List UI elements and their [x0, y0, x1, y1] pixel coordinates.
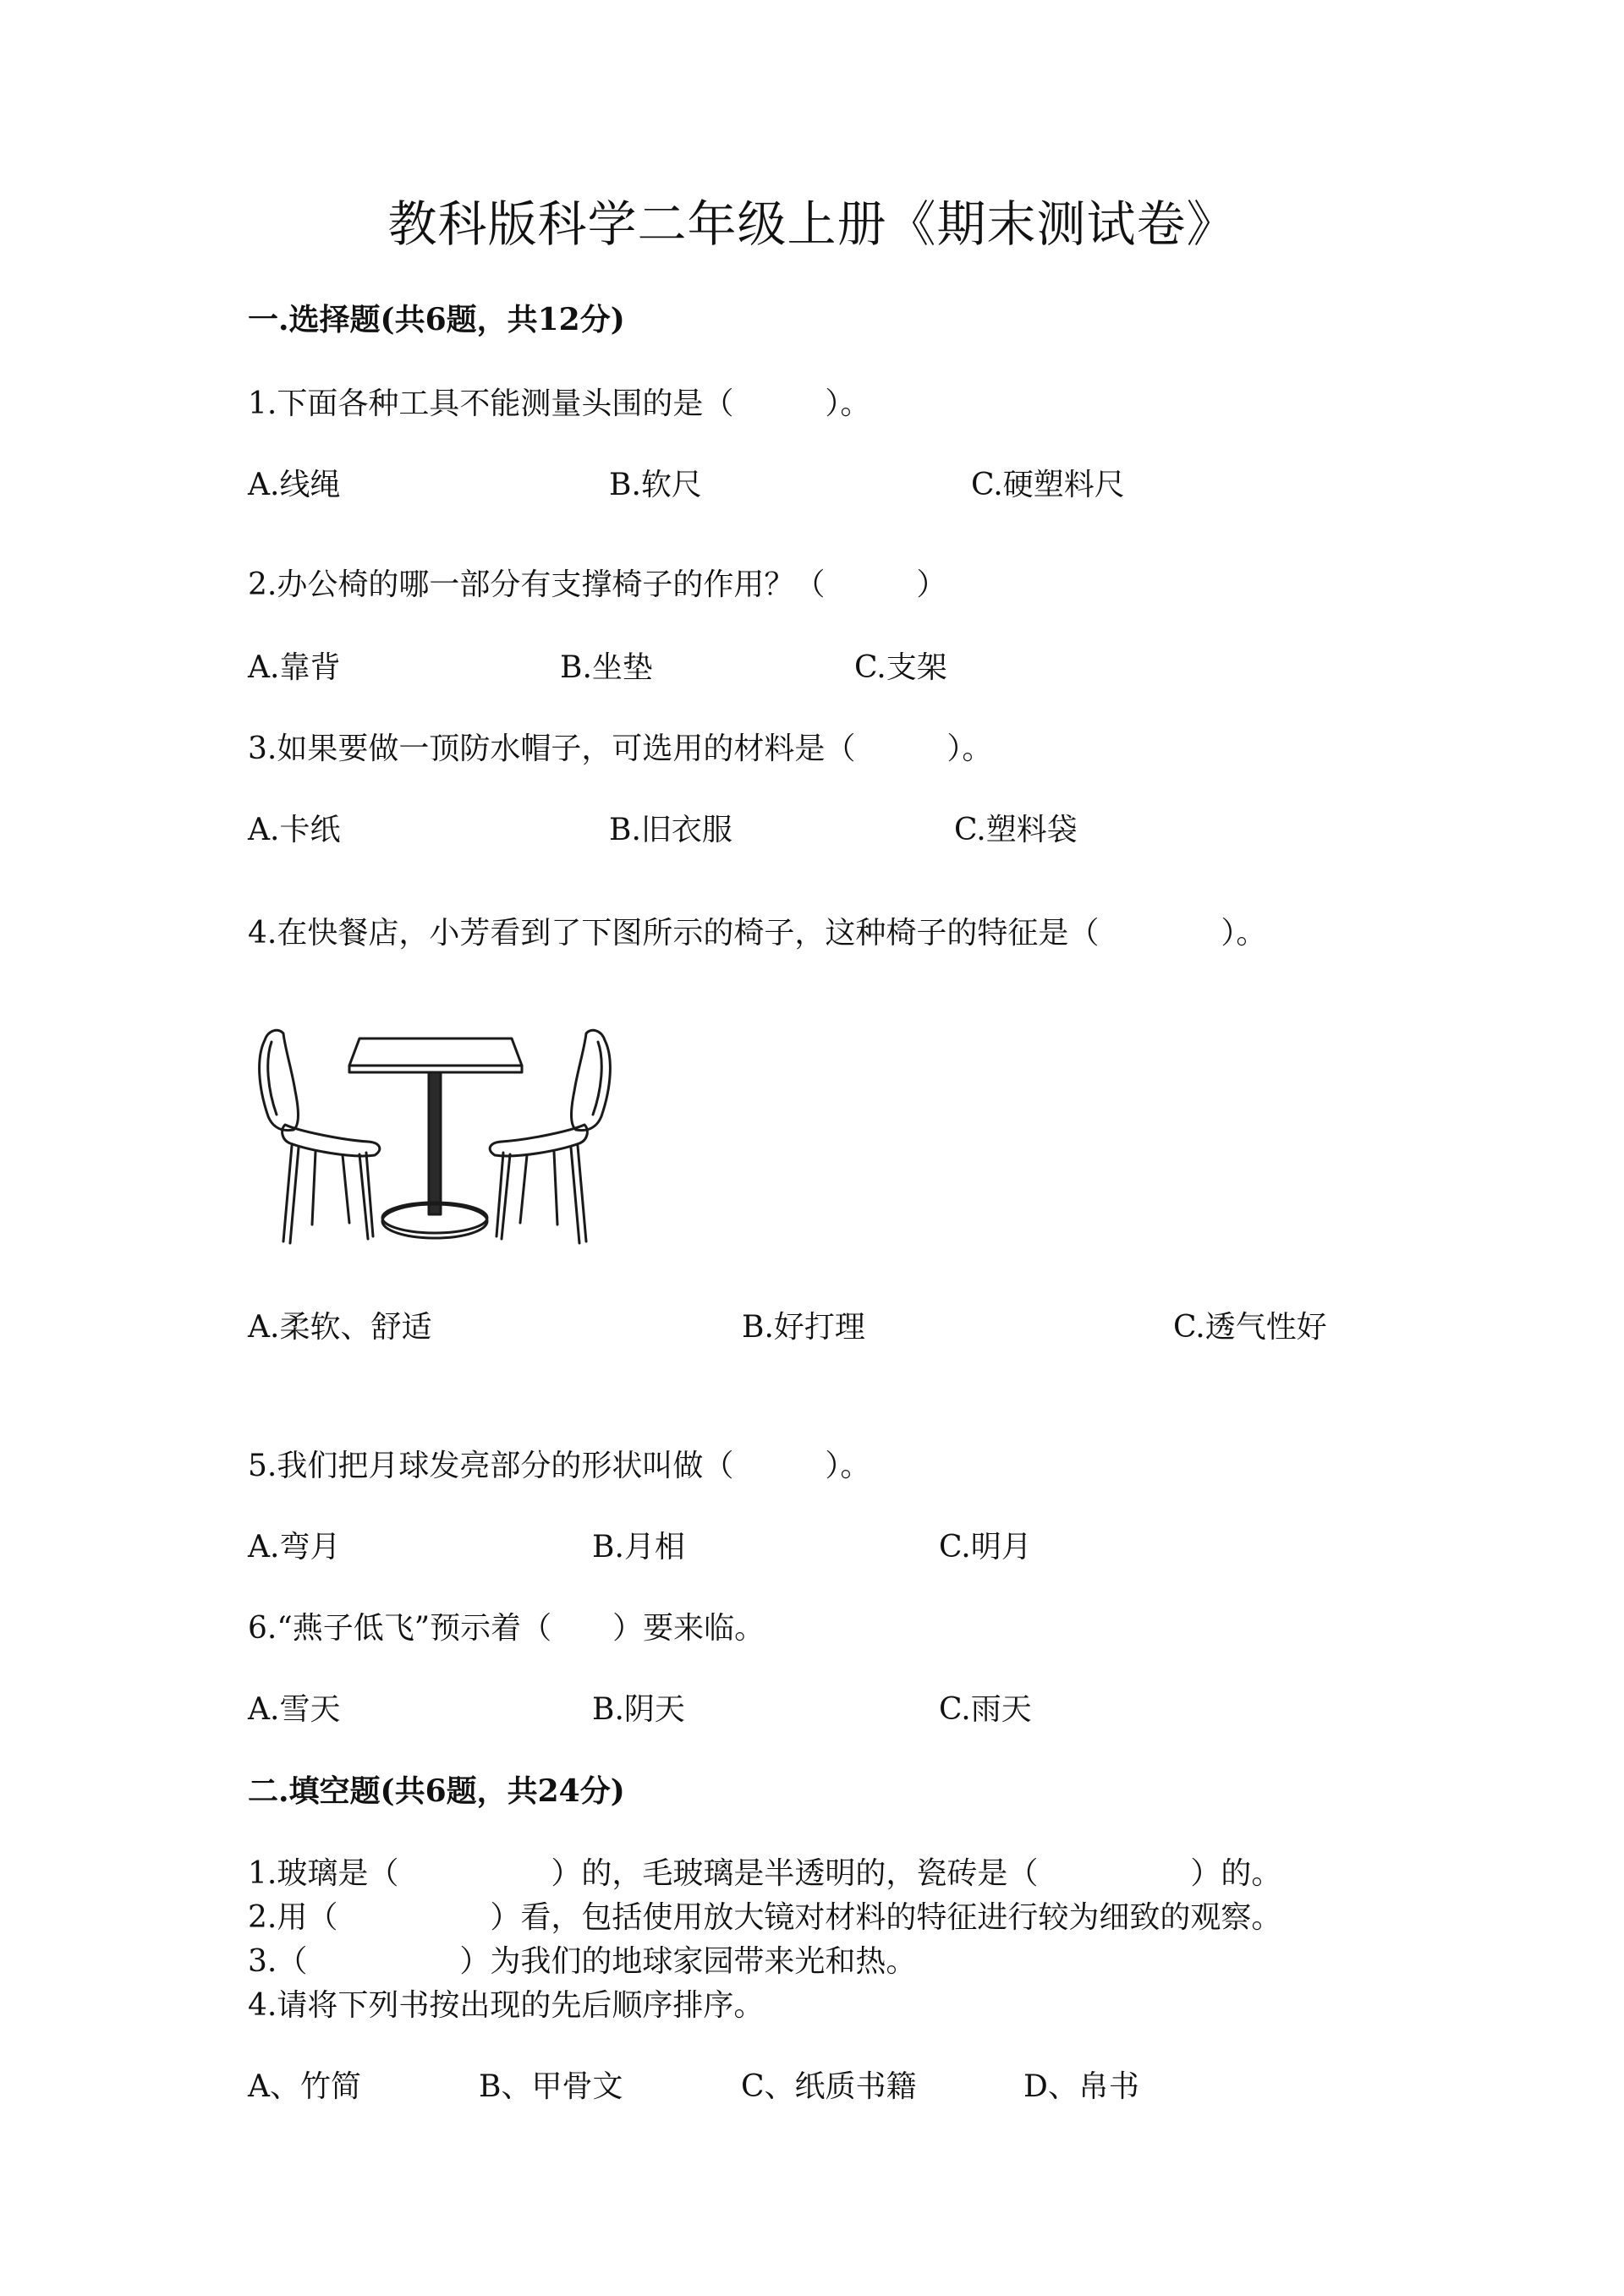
q2-option-a: A.靠背 [248, 650, 341, 685]
q5-option-a: A.弯月 [248, 1530, 341, 1564]
q6-option-c: C.雨天 [939, 1692, 1032, 1727]
section-heading-fill: 二.填空题(共6题，共24分) [248, 1773, 625, 1809]
fill-question-2: 2.用（ ）看，包括使用放大镜对材料的特征进行较为细致的观察。 [248, 1900, 1282, 1935]
q6-option-b: B.阴天 [592, 1692, 685, 1727]
table-chairs-figure [250, 1023, 622, 1252]
fill-question-3: 3.（ ）为我们的地球家园带来光和热。 [248, 1944, 917, 1979]
q3-option-a: A.卡纸 [248, 813, 341, 847]
q2-option-c: C.支架 [854, 650, 947, 685]
q2-option-b: B.坐垫 [560, 650, 653, 685]
section-heading-choice: 一.选择题(共6题，共12分) [248, 302, 625, 337]
book-option-b: B、甲骨文 [479, 2069, 623, 2104]
q1-option-b: B.软尺 [609, 468, 702, 502]
book-option-a: A、竹简 [248, 2069, 361, 2104]
q5-option-b: B.月相 [592, 1530, 685, 1564]
right-chair-seat [490, 1125, 587, 1156]
q3-option-b: B.旧衣服 [609, 813, 732, 847]
left-chair-seat [283, 1125, 380, 1156]
question-2: 2.办公椅的哪一部分有支撑椅子的作用？（ ） [248, 567, 947, 602]
q4-option-b: B.好打理 [742, 1310, 865, 1345]
table-top [349, 1038, 522, 1066]
q6-option-a: A.雪天 [248, 1692, 341, 1727]
fill-question-1: 1.玻璃是（ ）的，毛玻璃是半透明的，瓷砖是（ ）的。 [248, 1856, 1282, 1891]
question-6: 6.“燕子低飞”预示着（ ）要来临。 [248, 1611, 765, 1646]
right-chair-backrest [572, 1030, 611, 1130]
question-4: 4.在快餐店，小芳看到了下图所示的椅子，这种椅子的特征是（ ）。 [248, 916, 1267, 951]
question-3: 3.如果要做一顶防水帽子，可选用的材料是（ ）。 [248, 732, 993, 766]
left-chair-backrest [260, 1030, 299, 1130]
q5-option-c: C.明月 [939, 1530, 1032, 1564]
question-1: 1.下面各种工具不能测量头围的是（ ）。 [248, 386, 871, 421]
book-option-d: D、帛书 [1023, 2069, 1139, 2104]
question-5: 5.我们把月球发亮部分的形状叫做（ ）。 [248, 1449, 871, 1483]
q4-option-c: C.透气性好 [1173, 1310, 1327, 1345]
table-pole [429, 1072, 441, 1214]
q3-option-c: C.塑料袋 [954, 813, 1078, 847]
q1-option-c: C.硬塑料尺 [971, 468, 1125, 502]
fill-question-4: 4.请将下列书按出现的先后顺序排序。 [248, 1988, 765, 2023]
page-title: 教科版科学二年级上册《期末测试卷》 [387, 195, 1237, 253]
q4-option-a: A.柔软、舒适 [248, 1310, 432, 1345]
book-option-c: C、纸质书籍 [741, 2069, 917, 2104]
q1-option-a: A.线绳 [248, 468, 341, 502]
